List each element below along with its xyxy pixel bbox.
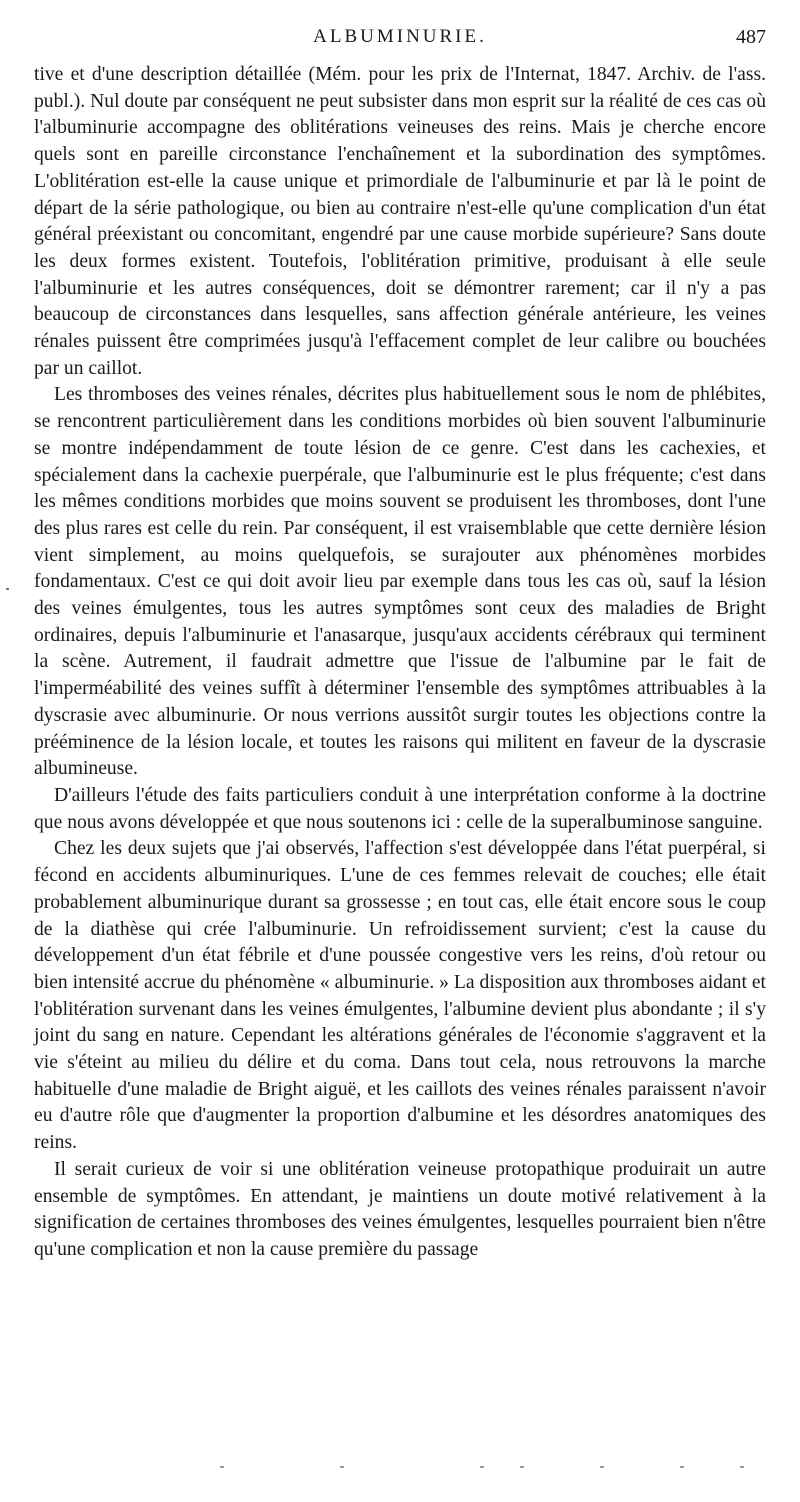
paragraph: Il serait curieux de voir si une oblitération veineuse protopathique produirait un autre ensemble de symptômes. En attendant, je maintiens un doute motivé relativement à la signification de certaines thromboses des veines émulgentes, lesquelles pourraient bien n'être qu'une complication et non la cause première du passage bbox=[34, 1158, 766, 1260]
print-speck bbox=[520, 1466, 524, 1468]
print-speck bbox=[740, 1466, 744, 1468]
paragraph-continued: tive et d'une description détaillée (Mém. pour les prix de l'Internat, 1847. Archiv. de l'ass. publ.). Nul doute par conséquent ne peut subsister dans mon esprit sur la réalité de ces cas où l'albuminurie accompagne des oblitérations veineuses des reins. Mais je cherche encore quels sont en pareille circonstance l'enchaînement et la subordination des symptômes. L'oblitération est-elle la cause unique et primordiale de l'albuminurie et par là le point de départ de la série pathologique, ou bien au contraire n'est-elle qu'une complication d'un état général préexistant ou concomitant, engendré par une cause morbide supérieure? Sans doute les deux formes existent. Toutefois, l'oblitération primitive, produisant à elle seule l'albuminurie et les autres conséquences, doit se démontrer rarement; car il n'y a pas beaucoup de circonstances dans lesquelles, sans affection générale antérieure, les veines rénales puissent être comprimées jusqu'à l'effacement complet de leur calibre ou bouchées par un caillot. bbox=[34, 64, 766, 379]
paragraph: Chez les deux sujets que j'ai observés, l'affection s'est développée dans l'état puerpéral, si fécond en accidents albuminuriques. L'une de ces femmes relevait de couches; elle était probablement albuminurique durant sa grossesse ; en tout cas, elle était encore sous le coup de la diathèse qui crée l'albuminurie. Un refroidissement survient; c'est la cause du développement d'un état fébrile et d'une poussée congestive vers les reins, d'où retour ou bien intensité accrue du phénomène « albuminurie. » La disposition aux thromboses aidant et l'oblitération survenant dans les veines émulgentes, l'albumine devient plus abondante ; il s'y joint du sang en nature. Cependant les altérations générales de l'économie s'aggravent et la vie s'éteint au milieu du délire et du coma. Dans tout cela, nous retrouvons la marche habituelle d'une maladie de Bright aiguë, et les caillots des veines rénales paraissent n'avoir eu d'autre rôle que d'augmenter la proportion d'albumine et les désordres anatomiques des reins. bbox=[34, 838, 766, 1154]
print-speck bbox=[220, 1466, 224, 1468]
print-speck bbox=[340, 1466, 344, 1468]
print-speck bbox=[600, 1466, 604, 1468]
page-number: 487 bbox=[736, 26, 766, 48]
body-text bbox=[34, 62, 766, 1264]
margin-speck bbox=[6, 588, 9, 590]
paragraph: D'ailleurs l'étude des faits particuliers conduit à une interprétation conforme à la doctrine que nous avons développée et que nous soutenons ici : celle de la superalbuminose sanguine. bbox=[34, 784, 766, 833]
print-speck bbox=[680, 1466, 684, 1468]
running-title: ALBUMINURIE. bbox=[313, 26, 487, 47]
bottom-print-specks bbox=[180, 1462, 760, 1472]
print-speck bbox=[480, 1466, 484, 1468]
paragraph: Les thromboses des veines rénales, décrites plus habituellement sous le nom de phlébites, se rencontrent particulièrement dans les conditions morbides où bien souvent l'albuminurie se montre indépendamment de toute lésion de ce genre. C'est dans les cachexies, et spécialement dans la cachexie puerpérale, que l'albuminurie est le plus fréquente; c'est dans les mêmes conditions morbides que moins souvent se produisent les thromboses, dont l'une des plus rares est celle du rein. Par conséquent, il est vraisemblable que cette dernière lésion vient simplement, au moins quelquefois, se surajouter aux phénomènes morbides fondamentaux. C'est ce qui doit avoir lieu par exemple dans tous les cas où, sauf la lésion des veines émulgentes, tous les autres symptômes sont ceux des maladies de Bright ordinaires, depuis l'albuminurie et l'anasarque, jusqu'aux accidents cérébraux qui terminent la scène. Autrement, il faudrait admettre que l'issue de l'albumine par le fait de l'imperméabilité des veines suffît à déterminer l'ensemble des symptômes attribuables à la dyscrasie avec albuminurie. Or nous verrions aussitôt surgir toutes les objections contre la prééminence de la lésion locale, et toutes les raisons qui militent en faveur de la dyscrasie albumineuse. bbox=[34, 384, 766, 780]
running-head bbox=[34, 26, 766, 56]
